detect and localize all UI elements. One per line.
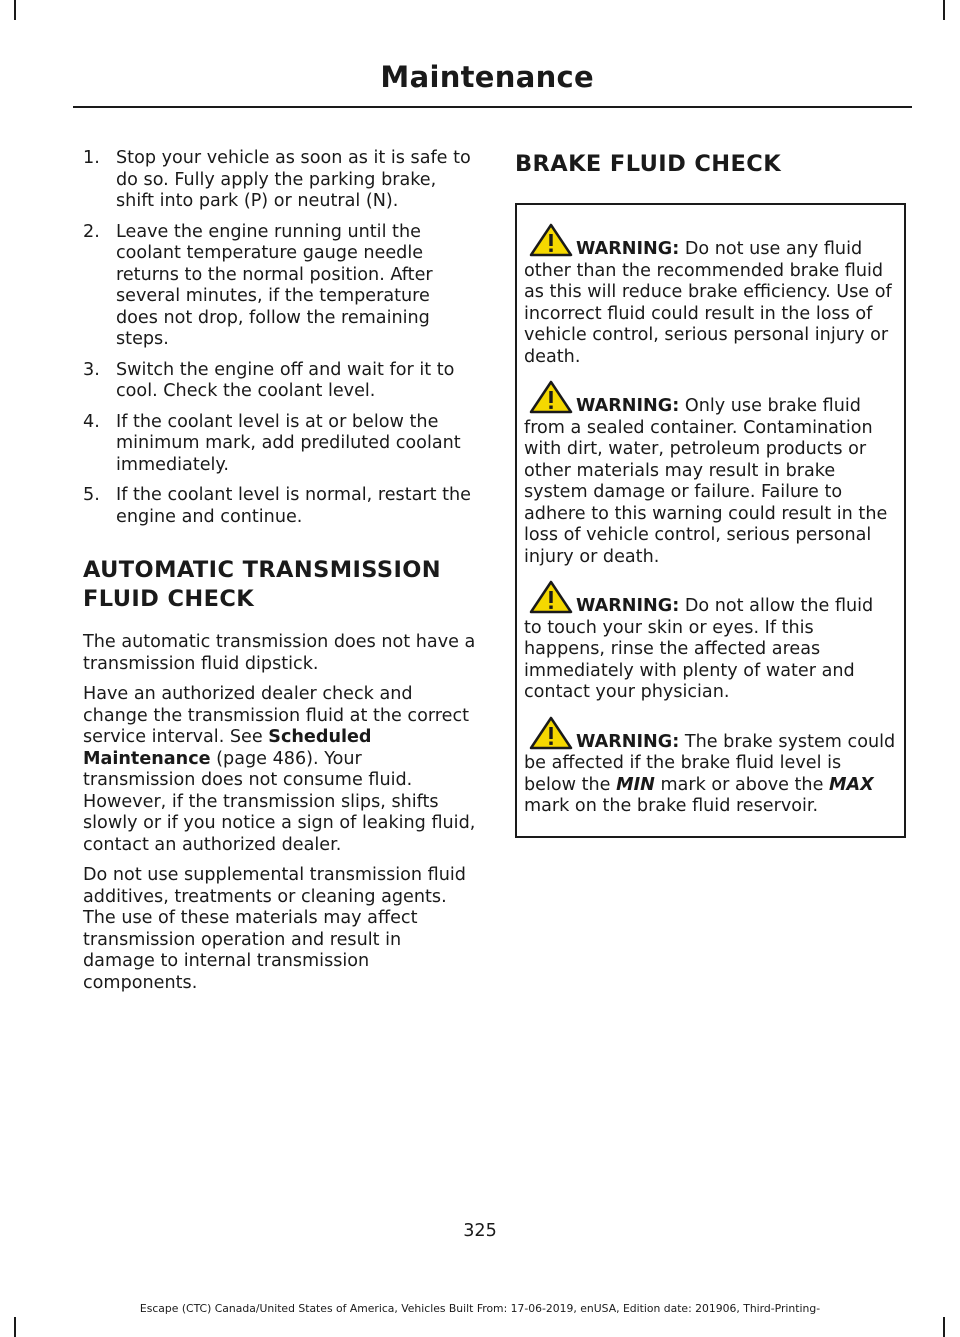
crop-mark-bottom-right — [943, 1317, 945, 1337]
warning-triangle-icon — [529, 716, 573, 750]
coolant-steps-list — [83, 148, 476, 528]
warning-triangle-icon — [529, 580, 573, 614]
paragraph-dealer-service: Have an authorized dealer check and change the transmission fluid at the correct service interval. See Scheduled Maintenance (page 486). Your transmission does not consume fluid. However, if the transmission slips, shifts slowly or if you notice a sign of leaking fluid, contact an authorized dealer. — [83, 684, 476, 855]
list-item: 5. If the coolant level is normal, restart the engine and continue. — [83, 485, 471, 527]
crop-mark-bottom-left — [14, 1317, 16, 1337]
page-header-title: Maintenance — [380, 60, 594, 94]
list-item: 1. Stop your vehicle as soon as it is safe to do so. Fully apply the parking brake, shift into park (P) or neutral (N). — [83, 148, 471, 211]
scheduled-maintenance-link[interactable]: Scheduled Maintenance — [83, 727, 372, 769]
footer-edition-info: Escape (CTC) Canada/United States of America, Vehicles Built From: 17-06-2019, enUSA, Edition date: 201906, Third-Printing- — [139, 1302, 821, 1315]
warning-item: WARNING: Do not use any fluid other than the recommended brake fluid as this will reduce brake efficiency. Use of incorrect fluid could result in the loss of vehicle control, serious personal injury or death. — [524, 223, 896, 368]
min-mark-label: MIN — [616, 774, 655, 795]
crop-mark-top-left — [14, 0, 16, 20]
list-item: 3. Switch the engine off and wait for it to cool. Check the coolant level. — [83, 359, 455, 401]
header-divider — [73, 106, 912, 108]
warning-triangle-icon — [529, 380, 573, 414]
list-item: 4. If the coolant level is at or below the minimum mark, add prediluted coolant immediately. — [83, 411, 461, 475]
warning-triangle-icon — [529, 223, 573, 257]
page-number: 325 — [463, 1221, 497, 1241]
list-item: 2. Leave the engine running until the coolant temperature gauge needle returns to the normal position. After several minutes, if the temperature does not drop, follow the remaining steps. — [83, 221, 433, 349]
left-column — [83, 148, 476, 1003]
warning-box — [515, 203, 906, 838]
warning-item: WARNING: Do not allow the fluid to touch your skin or eyes. If this happens, rinse the affected areas immediately with plenty of water and contact your physician. — [524, 580, 896, 704]
paragraph-no-dipstick: The automatic transmission does not have a transmission fluid dipstick. — [83, 632, 476, 674]
paragraph-no-additives: Do not use supplemental transmission fluid additives, treatments or cleaning agents. The use of these materials may affect transmission operation and result in damage to internal transmission components. — [83, 865, 466, 993]
right-column — [515, 148, 906, 838]
transmission-fluid-heading: AUTOMATIC TRANSMISSION FLUID CHECK — [83, 557, 442, 612]
max-mark-label: MAX — [829, 774, 874, 795]
crop-mark-top-right — [943, 0, 945, 20]
brake-fluid-heading: BRAKE FLUID CHECK — [515, 151, 782, 177]
warning-item: WARNING: Only use brake fluid from a sealed container. Contamination with dirt, water, petroleum products or other materials may result in brake system damage or failure. Failure to adhere to this warning could result in the loss of vehicle control, serious personal injury or death. — [524, 380, 896, 568]
warning-item: WARNING: The brake system could be affected if the brake fluid level is below the MIN mark or above the MAX mark on the brake fluid reservoir. — [524, 716, 896, 818]
